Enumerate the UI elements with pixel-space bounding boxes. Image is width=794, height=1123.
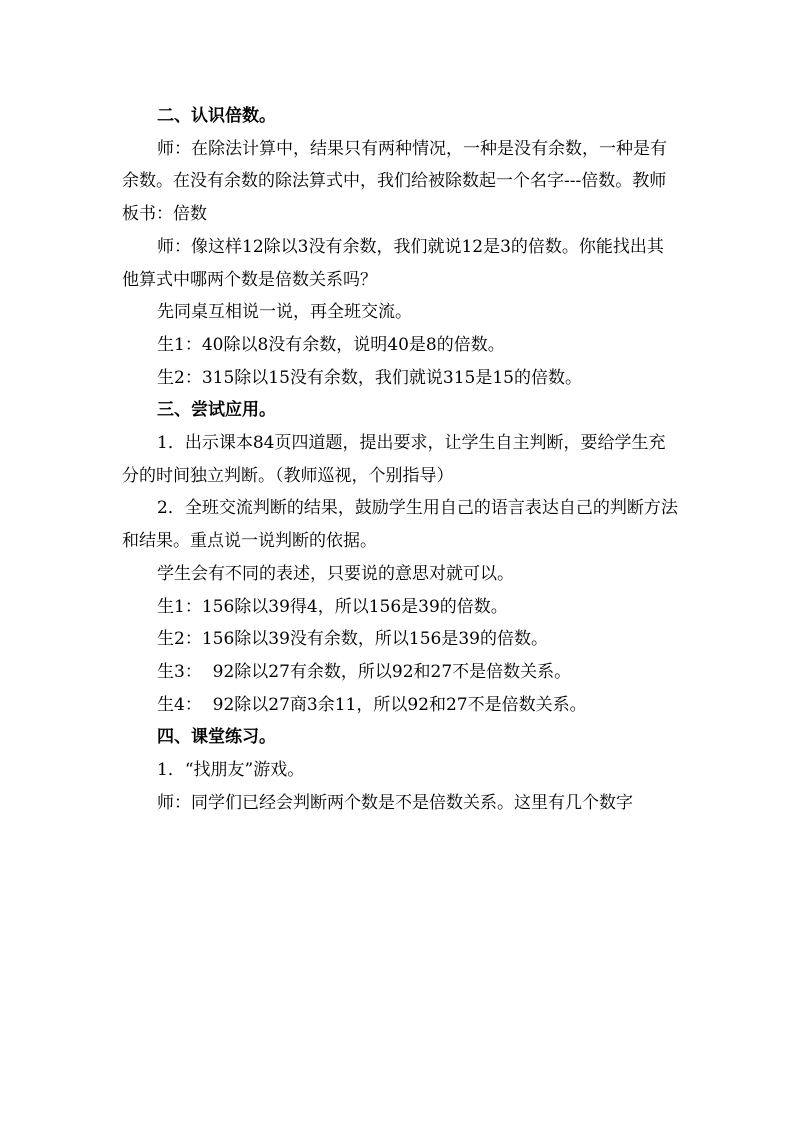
paragraph: 生3： 92除以27有余数，所以92和27不是倍数关系。	[157, 661, 572, 682]
paragraph: 生2：156除以39没有余数，所以156是39的倍数。	[157, 629, 548, 650]
paragraph: 生2：315除以15没有余数，我们就说315是15的倍数。	[157, 367, 582, 388]
section-heading-4: 四、课堂练习。	[157, 727, 276, 748]
paragraph: 生4： 92除以27商3余11，所以92和27不是倍数关系。	[157, 694, 587, 715]
paragraph: 1．出示课本84页四道题，提出要求，让学生自主判断，要给学生充分的时间独立判断。（教师巡视，个别指导）	[122, 433, 666, 486]
section-heading-2: 二、认识倍数。	[157, 106, 276, 126]
paragraph: 先同桌互相说一说，再全班交流。	[157, 302, 412, 323]
paragraph: 师：在除法计算中，结果只有两种情况，一种是没有余数，一种是有余数。在没有余数的除法算式中，我们给被除数起一个名字---倍数。教师板书：倍数	[122, 138, 667, 225]
paragraph: 2．全班交流判断的结果，鼓励学生用自己的语言表达自己的判断方法和结果。重点说一说判断的依据。	[122, 498, 678, 552]
paragraph: 生1：156除以39得4，所以156是39的倍数。	[157, 596, 508, 617]
paragraph: 学生会有不同的表述，只要说的意思对就可以。	[157, 563, 514, 584]
paragraph: 师：同学们已经会判断两个数是不是倍数关系。这里有几个数字	[157, 792, 633, 813]
section-heading-3: 三、尝试应用。	[157, 400, 276, 421]
paragraph: 师：像这样12除以3没有余数，我们就说12是3的倍数。你能找出其他算式中哪两个数是倍数关系吗？	[122, 236, 664, 290]
document-page	[122, 100, 678, 819]
paragraph: 1．“找朋友”游戏。	[157, 760, 305, 781]
paragraph: 生1：40除以8没有余数，说明40是8的倍数。	[157, 334, 505, 355]
